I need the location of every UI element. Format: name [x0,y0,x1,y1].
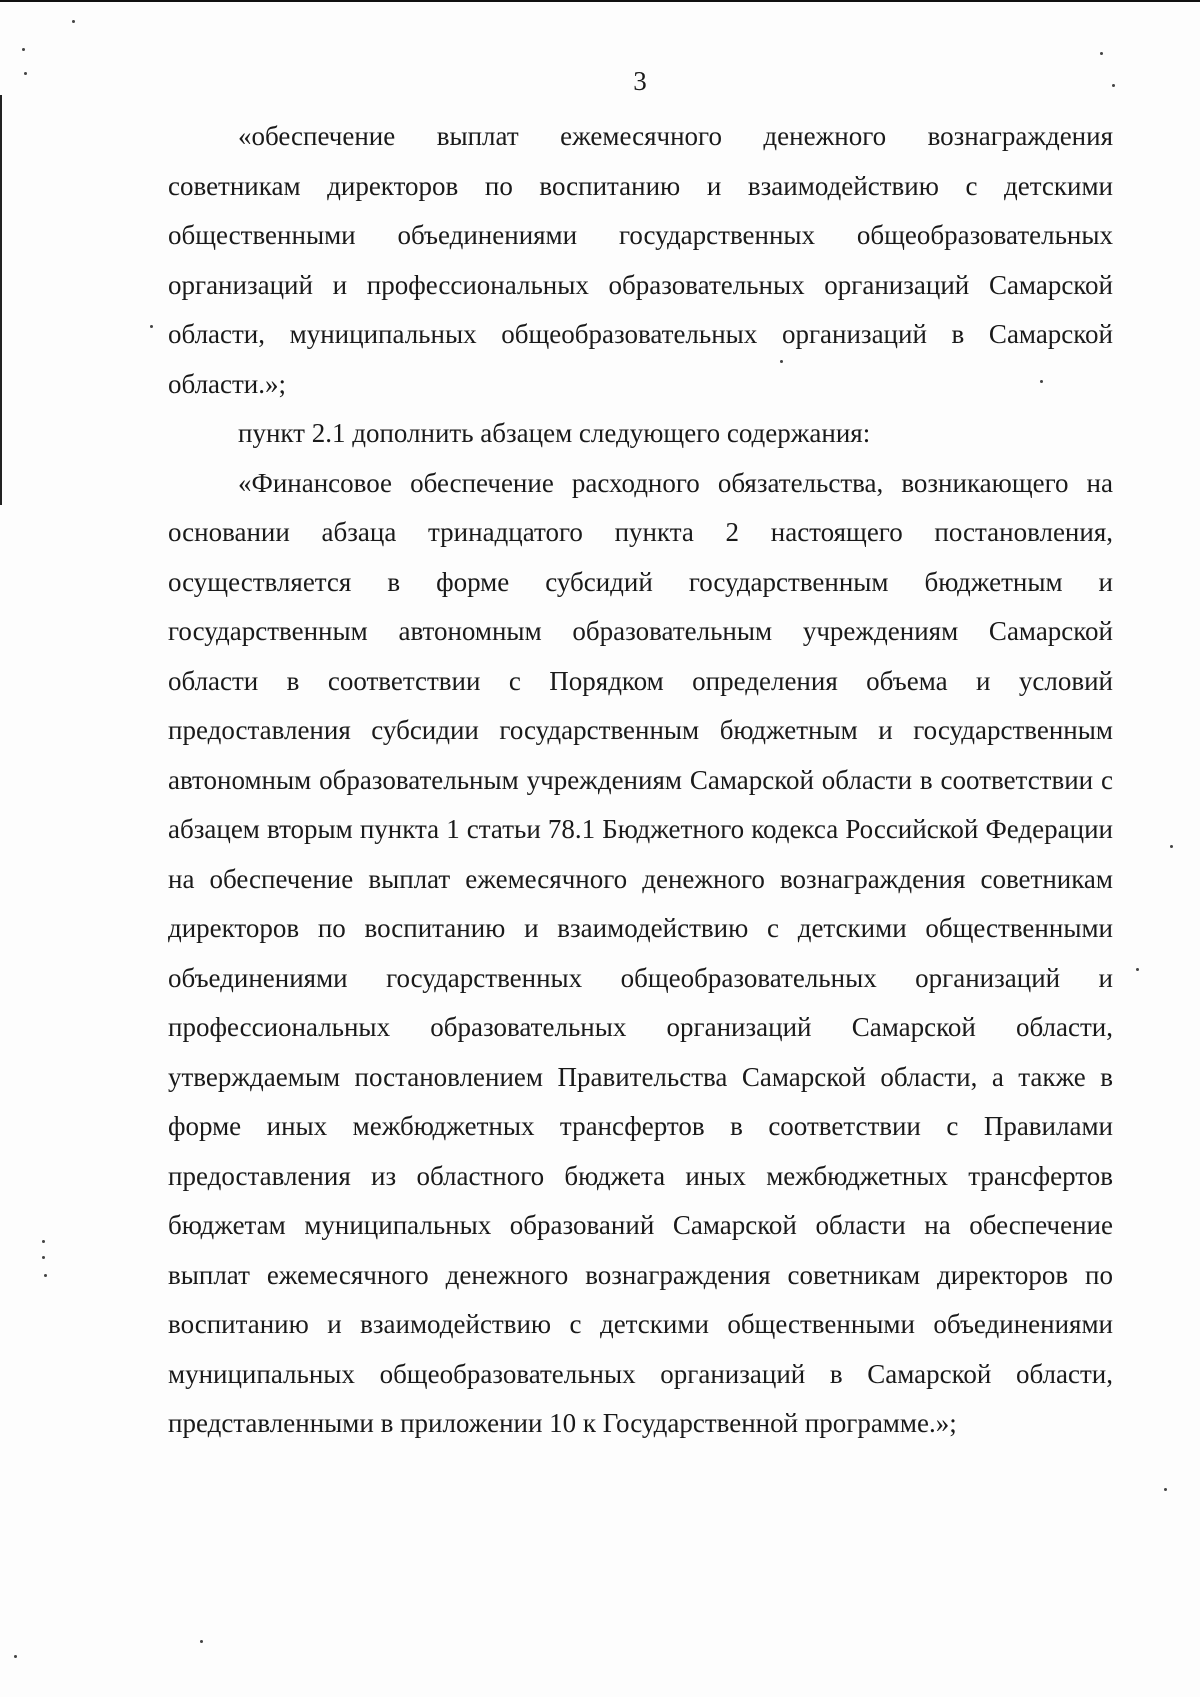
page-number: 3 [633,66,647,96]
scan-speck [150,325,153,328]
scan-speck [1100,52,1103,55]
scan-speck [72,20,75,23]
scan-speck [200,1640,203,1643]
paragraph-amendment-wording: «обеспечение выплат ежемесячного денежного вознаграждения советникам директоров по воспитанию и взаимодействию с детскими общественными объединениями государственных общеобразовательных организаций и профессиональных образовательных организаций Самарской области, муниципальных общеобразовательных организаций в Самарской области.»; [168,121,1113,399]
scan-edge-line [0,0,1200,2]
paragraph-financing-provision: «Финансовое обеспечение расходного обязательства, возникающего на основании абзаца тринадцатого пункта 2 настоящего постановления, осуществляется в форме субсидий государственным бюджетным и государственным автономным образовательным учреждениям Самарской области в соответствии с Порядком определения объема и условий предоставления субсидии государственным бюджетным и государственным автономным образовательным учреждениям Самарской области в соответствии с абзацем вторым пункта 1 статьи 78.1 Бюджетного кодекса Российской Федерации на обеспечение выплат ежемесячного денежного вознаграждения советникам директоров по воспитанию и взаимодействию с детскими общественными объединениями государственных общеобразовательных организаций и профессиональных образовательных организаций Самарской области, утверждаемым постановлением Правительства Самарской области, а также в форме иных межбюджетных трансфертов в соответствии с Правилами предоставления из областного бюджета иных межбюджетных трансфертов бюджетам муниципальных образований Самарской области на обеспечение выплат ежемесячного денежного вознаграждения советникам директоров по воспитанию и взаимодействию с детскими общественными объединениями муниципальных общеобразовательных организаций в Самарской области, представленными в приложении 10 к Государственной программе.»; [168,467,1113,1438]
scan-margin-line [0,95,2,505]
scan-speck [22,48,25,51]
document-body [168,112,1113,1449]
scan-speck [14,1655,17,1658]
scan-speck [1170,845,1173,848]
scan-speck [42,1256,45,1259]
paragraph-instruction: пункт 2.1 дополнить абзацем следующего содержания: [238,418,871,448]
scan-speck [44,1274,47,1277]
scan-speck [1164,1488,1167,1491]
scan-speck [42,1240,45,1243]
scan-speck [1136,968,1139,971]
